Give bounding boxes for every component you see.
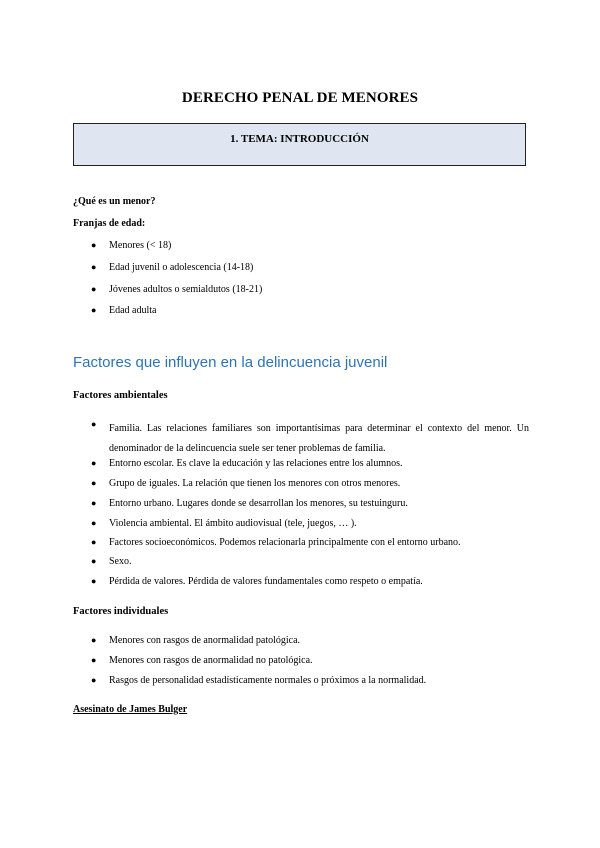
bullet-icon: ●: [91, 556, 97, 566]
section-heading: Factores que influyen en la delincuencia juvenil: [73, 354, 388, 371]
ambientales-first-item-text: Familia. Las relaciones familiares son importantísimas para determinar el contexto del menor. Un denominador de la delincuencia suele ser tener problemas de familia.: [109, 423, 529, 454]
bullet-icon: ●: [91, 675, 97, 685]
document-page: DERECHO PENAL DE MENORES 1. TEMA: INTRODUCCIÓN ¿Qué es un menor? Franjas de edad: ● Menores (< 18) ● Edad juvenil o adolescencia (14-18) ● Jóvenes adultos o semialdutos (18-21) ● Edad adulta Factores que influyen en la delincuencia juvenil Factores ambientales ● ● Entorno escolar. Es clave la educación y las relaciones entre los alumnos. ● Grupo de iguales. La relación que tienen los menores con otros menores. ● Entorno urbano. Lugares donde se desarrollan los menores, su testuinguru. ● Violencia ambiental. El ámbito audiovisual (tele, juegos, … ). ● Factores socioeconómicos. Podemos relacionarla principalmente con el entorno urbano. ● Sexo. ● Pérdida de valores. Pérdida de valores fundamentales como respeto o empatía. Familia. Las relaciones familiares son importantísimas para determinar el contexto del menor. Un denominador de la delincuencia suele ser tener problemas de familia. Factores individuales ● Menores con rasgos de anormalidad patológica. ● Menores con rasgos de anormalidad no patológica. ● Rasgos de personalidad estadísticamente normales o próximos a la normalidad. Asesinato de James Bulger: [0, 0, 600, 848]
bullet-icon: ●: [91, 458, 97, 468]
bullet-icon: ●: [91, 537, 97, 547]
bullet-icon: ●: [91, 305, 97, 315]
tema-box: [73, 123, 526, 166]
bullet-icon: ●: [91, 478, 97, 488]
case-link-heading: Asesinato de James Bulger: [73, 704, 188, 715]
bullet-icon: ●: [91, 262, 97, 272]
page-title: DERECHO PENAL DE MENORES: [181, 90, 419, 106]
bullet-icon: ●: [91, 498, 97, 508]
individuales-heading: Factores individuales: [73, 606, 169, 617]
bullet-icon: ●: [91, 419, 97, 429]
franjas-label: Franjas de edad:: [73, 218, 146, 229]
ambientales-heading: Factores ambientales: [73, 390, 168, 401]
bullet-icon: ●: [91, 576, 97, 586]
bullet-icon: ●: [91, 635, 97, 645]
tema-heading: 1. TEMA: INTRODUCCIÓN: [230, 133, 369, 145]
bullet-icon: ●: [91, 518, 97, 528]
bullet-icon: ●: [91, 240, 97, 250]
question-heading: ¿Qué es un menor?: [73, 196, 156, 207]
bullet-icon: ●: [91, 284, 97, 294]
bullet-icon: ●: [91, 655, 97, 665]
